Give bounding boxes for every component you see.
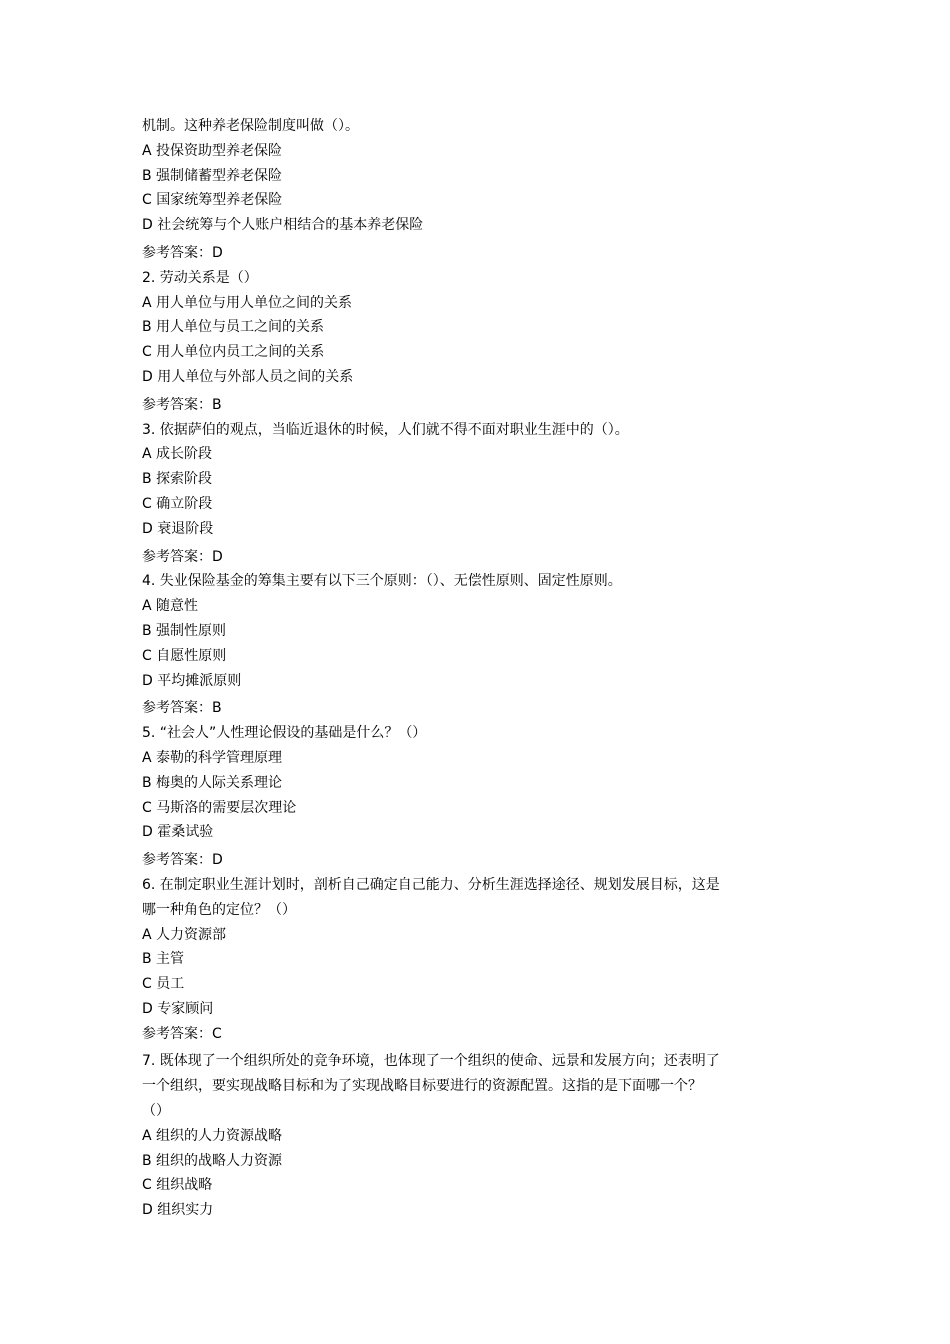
q4-answer: 参考答案：B [142, 700, 222, 717]
q4-option-c: C 自愿性原则 [142, 647, 227, 664]
q3-option-c: C 确立阶段 [142, 495, 213, 512]
q4-option-a: A 随意性 [142, 598, 199, 615]
q2-stem: 2. 劳动关系是（） [142, 269, 258, 286]
q2-option-d: D 用人单位与外部人员之间的关系 [142, 368, 354, 385]
q6-stem-line-2: 哪一种角色的定位？（） [142, 901, 296, 918]
q4-option-b: B 强制性原则 [142, 622, 227, 639]
q1-option-d: D 社会统筹与个人账户相结合的基本养老保险 [142, 217, 424, 234]
question-1-stem-tail: 机制。这种养老保险制度叫做（）。 [142, 118, 359, 134]
q6-option-d: D 专家顾问 [142, 1000, 214, 1017]
q5-option-a: A 泰勒的科学管理原理 [142, 749, 283, 766]
q3-option-d: D 衰退阶段 [142, 520, 214, 537]
q6-option-a: A 人力资源部 [142, 926, 227, 943]
q4-stem: 4. 失业保险基金的筹集主要有以下三个原则：（）、无偿性原则、固定性原则。 [142, 573, 622, 590]
q6-answer: 参考答案：C [142, 1025, 222, 1042]
q6-stem-line-1: 6. 在制定职业生涯计划时，剖析自己确定自己能力、分析生涯选择途径、规划发展目标，这是 [142, 876, 720, 893]
q3-option-a: A 成长阶段 [142, 446, 213, 463]
q1-answer: 参考答案：D [142, 244, 223, 261]
q7-option-a: A 组织的人力资源战略 [142, 1127, 283, 1144]
q7-option-d: D 组织实力 [142, 1202, 214, 1219]
q7-option-b: B 组织的战略人力资源 [142, 1152, 283, 1169]
q3-answer: 参考答案：D [142, 548, 223, 565]
q1-option-c: C 国家统筹型养老保险 [142, 192, 283, 209]
q2-option-c: C 用人单位内员工之间的关系 [142, 344, 325, 361]
q4-option-d: D 平均摊派原则 [142, 672, 242, 689]
q3-stem: 3. 依据萨伯的观点，当临近退休的时候，人们就不得不面对职业生涯中的（）。 [142, 421, 629, 438]
q2-option-b: B 用人单位与员工之间的关系 [142, 319, 325, 336]
q5-option-b: B 梅奥的人际关系理论 [142, 774, 283, 791]
q5-answer: 参考答案：D [142, 852, 223, 869]
q7-option-c: C 组织战略 [142, 1177, 213, 1194]
q6-option-c: C 员工 [142, 976, 185, 993]
q5-option-c: C 马斯洛的需要层次理论 [142, 799, 297, 816]
q6-option-b: B 主管 [142, 951, 185, 968]
q7-stem-line-1: 7. 既体现了一个组织所处的竞争环境，也体现了一个组织的使命、远景和发展方向；还表明了 [142, 1053, 720, 1070]
q2-option-a: A 用人单位与用人单位之间的关系 [142, 294, 353, 311]
q5-option-d: D 霍桑试验 [142, 824, 214, 841]
document-body [142, 114, 822, 1223]
q7-stem-line-3: （） [142, 1103, 170, 1120]
q1-option-b: B 强制储蓄型养老保险 [142, 167, 283, 184]
q7-stem-line-2: 一个组织，要实现战略目标和为了实现战略目标要进行的资源配置。这指的是下面哪一个？ [142, 1078, 702, 1095]
q1-option-a: A 投保资助型养老保险 [142, 142, 283, 159]
q5-stem: 5. “社会人”人性理论假设的基础是什么？（） [142, 725, 427, 742]
q2-answer: 参考答案：B [142, 396, 222, 413]
q3-option-b: B 探索阶段 [142, 471, 213, 488]
